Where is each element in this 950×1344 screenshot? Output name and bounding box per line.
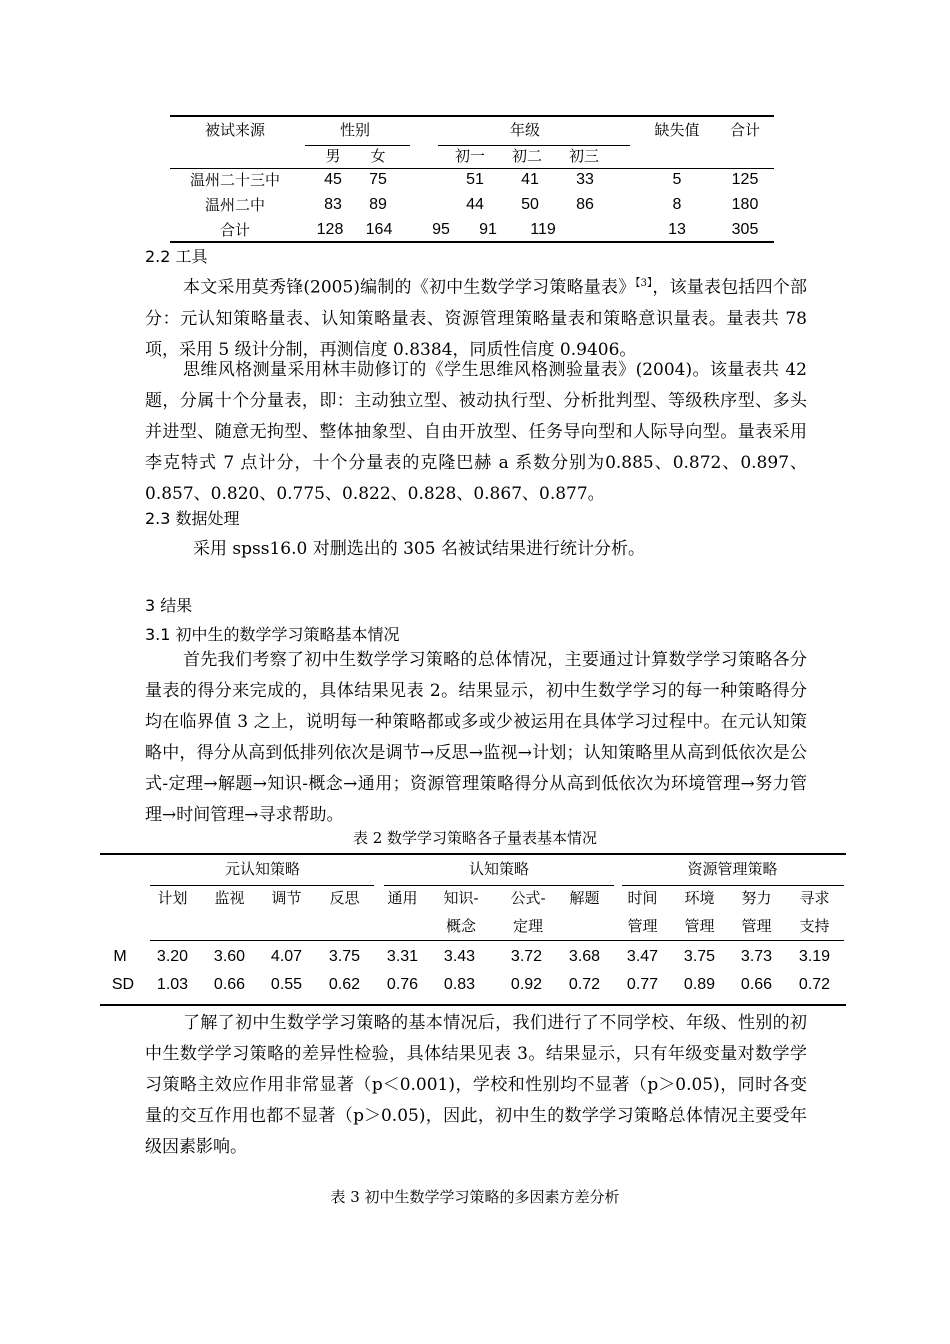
- citation-reference: 【3】: [635, 278, 653, 289]
- t1-cell: 125: [731, 171, 759, 188]
- t2-col-header: 监视: [214, 889, 245, 907]
- t2-col-header: 环境: [684, 889, 715, 907]
- t2-group-header: 资源管理策略: [687, 860, 778, 878]
- t2-cell: 0.55: [270, 976, 303, 993]
- section-2-2-heading: 2.2 工具: [145, 247, 208, 266]
- t2-group-header: 元认知策略: [224, 860, 300, 878]
- section-2-3-heading: 2.3 数据处理: [145, 509, 240, 528]
- t2-cell: 3.68: [568, 948, 601, 965]
- t2-col-header-line2: 管理: [627, 917, 658, 935]
- t2-col-header-line2: 支持: [799, 917, 830, 935]
- t1-row-label: 合计: [219, 221, 250, 239]
- t2-col-header: 努力: [741, 889, 772, 907]
- t1-cell: 41: [521, 171, 539, 188]
- table-3-caption: 表 3 初中生数学学习策略的多因素方差分析: [330, 1188, 620, 1206]
- section-3-1-paragraph-1: 首先我们考察了初中生数学学习策略的总体情况，主要通过计算数学学习策略各分量表的得分来完成的，具体结果见表 2。结果显示，初中生数学学习的每一种策略得分均在临界值 3 之上，说明每一种策略都或多或少被运用在具体学习过程中。在元认知策略中，得分从高到低排列依次是调节→反思→监视→计划；认知策略里从高到低依次是公式-定理→解题→知识-概念→通用；资源管理策略得分从高到低依次为环境管理→努力管理→时间管理→寻求帮助。: [145, 650, 807, 825]
- t1-cell: 305: [731, 221, 759, 238]
- paragraph-text: 本文采用莫秀锋(2005)编制的《初中生数学学习策略量表》: [183, 277, 636, 298]
- t1-header-g2: 初二: [511, 147, 542, 165]
- t1-header-bottom-rule: [170, 168, 774, 169]
- t1-cell: 33: [576, 171, 594, 188]
- table-1-bottom-rule: [170, 241, 774, 243]
- t2-cell: 0.77: [626, 976, 659, 993]
- t2-cell: 3.75: [328, 948, 361, 965]
- t1-cell: 5: [672, 171, 682, 188]
- t1-cell: 8: [672, 196, 682, 213]
- section-2-3-paragraph-1: 采用 spss16.0 对删选出的 305 名被试结果进行统计分析。: [193, 539, 645, 559]
- t2-col-header: 反思: [329, 889, 360, 907]
- t2-cell: 0.83: [443, 976, 476, 993]
- t2-cell: 0.62: [328, 976, 361, 993]
- t2-cell: 3.73: [740, 948, 773, 965]
- t2-cell: 3.72: [510, 948, 543, 965]
- section-3-1-paragraph-2: 了解了初中生数学学习策略的基本情况后，我们进行了不同学校、年级、性别的初中生数学学习策略的差异性检验，具体结果见表 3。结果显示，只有年级变量对数学学习策略主效应作用非常显著（p＜0.001)，学校和性别均不显著（p＞0.05)，同时各变量的交互作用也都不显著（p＞0.05)，因此，初中生的数学学习策略总体情况主要受年级因素影响。: [145, 1013, 807, 1157]
- t2-col-header-line2: 概念: [445, 917, 476, 935]
- t1-header-gender: 性别: [339, 121, 370, 139]
- paragraph-text: ，该量表包括四个部分：元认知策略量表、认知策略量表、资源管理策略量表和策略意识量表。量表共 78 项，采用 5 级计分制，再测信度 0.8384，同质性信度 0.9406。: [145, 277, 808, 360]
- t2-cell: 3.60: [213, 948, 246, 965]
- t2-cell: 3.19: [798, 948, 831, 965]
- t2-col-header: 调节: [271, 889, 302, 907]
- t2-cell: 0.76: [386, 976, 419, 993]
- t1-header-source: 被试来源: [204, 121, 265, 139]
- t1-header-male: 男: [325, 147, 341, 165]
- table-2-top-rule: [100, 853, 846, 855]
- t1-cell: 13: [668, 221, 686, 238]
- t2-cell: 0.89: [683, 976, 716, 993]
- table-1-top-rule: [170, 115, 774, 117]
- t2-group-rule: [150, 885, 374, 886]
- t2-cell: 3.31: [386, 948, 419, 965]
- t2-group-rule: [622, 885, 844, 886]
- t1-cell: 50: [521, 196, 539, 213]
- t1-cell: 83: [324, 196, 342, 213]
- t2-cell: 3.75: [683, 948, 716, 965]
- t2-col-header: 知识-: [443, 889, 479, 907]
- t1-cell: 44: [466, 196, 484, 213]
- t1-header-g3: 初三: [568, 147, 599, 165]
- t2-col-header: 时间: [627, 889, 658, 907]
- t1-header-missing: 缺失值: [654, 121, 700, 139]
- t2-col-header: 解题: [569, 889, 600, 907]
- t2-cell: 0.72: [798, 976, 831, 993]
- section-2-2-paragraph-2: 思维风格测量采用林丰勋修订的《学生思维风格测验量表》(2004)。该量表共 42 题，分属十个分量表，即：主动独立型、被动执行型、分析批判型、等级秩序型、多头并进型、随意无拘型、整体抽象型、自由开放型、任务导向型和人际导向型。量表采用李克特式 7 点计分，十个分量表的克隆巴赫 a 系数分别为0.885、0.872、0.897、0.857、0.820、0.775、0.822、0.828、0.867、0.877。: [145, 360, 807, 504]
- t2-cell: 0.72: [568, 976, 601, 993]
- t2-col-header: 通用: [387, 889, 418, 907]
- t1-row-label: 温州二中: [204, 196, 265, 214]
- t1-cell: 119: [530, 221, 556, 238]
- t1-header-g1: 初一: [454, 147, 485, 165]
- t1-cell: 91: [479, 221, 497, 238]
- t2-col-header-line2: 管理: [741, 917, 772, 935]
- t2-header-bottom-rule: [150, 940, 844, 941]
- t1-row-label: 温州二十三中: [189, 171, 280, 189]
- section-3-1-heading: 3.1 初中生的数学学习策略基本情况: [145, 625, 400, 644]
- section-2-2-paragraph-1: [145, 268, 807, 366]
- t2-group-header: 认知策略: [468, 860, 529, 878]
- t2-cell: 0.92: [510, 976, 543, 993]
- t2-cell: 3.47: [626, 948, 659, 965]
- t1-cell: 45: [324, 171, 342, 188]
- t2-group-rule: [384, 885, 614, 886]
- t2-col-header: 计划: [157, 889, 188, 907]
- table-2-caption: 表 2 数学学习策略各子量表基本情况: [352, 829, 598, 847]
- t1-cell: 128: [316, 221, 344, 238]
- t1-header-total: 合计: [729, 121, 760, 139]
- t2-col-header-line2: 管理: [684, 917, 715, 935]
- t1-header-grade: 年级: [509, 121, 540, 139]
- t2-cell: 0.66: [740, 976, 773, 993]
- t2-cell: 1.03: [156, 976, 189, 993]
- t2-cell: 3.43: [443, 948, 476, 965]
- t1-cell: 89: [369, 196, 387, 213]
- t1-header-female: 女: [370, 147, 386, 165]
- t1-cell: 180: [731, 196, 759, 213]
- t2-cell: 3.20: [156, 948, 189, 965]
- t1-cell: 51: [466, 171, 484, 188]
- t2-col-header: 公式-: [510, 889, 546, 907]
- t2-cell: 4.07: [270, 948, 303, 965]
- t2-row-label: M: [113, 948, 127, 965]
- t2-row-label: SD: [111, 976, 135, 993]
- t2-col-header: 寻求: [799, 889, 830, 907]
- t2-col-header-line2: 定理: [512, 917, 543, 935]
- table-2-bottom-rule: [100, 1004, 846, 1006]
- t1-cell: 86: [576, 196, 594, 213]
- t2-cell: 0.66: [213, 976, 246, 993]
- t1-cell: 164: [365, 221, 393, 238]
- section-3-heading: 3 结果: [145, 596, 193, 615]
- t1-cell: 75: [369, 171, 387, 188]
- t1-cell: 95: [432, 221, 450, 238]
